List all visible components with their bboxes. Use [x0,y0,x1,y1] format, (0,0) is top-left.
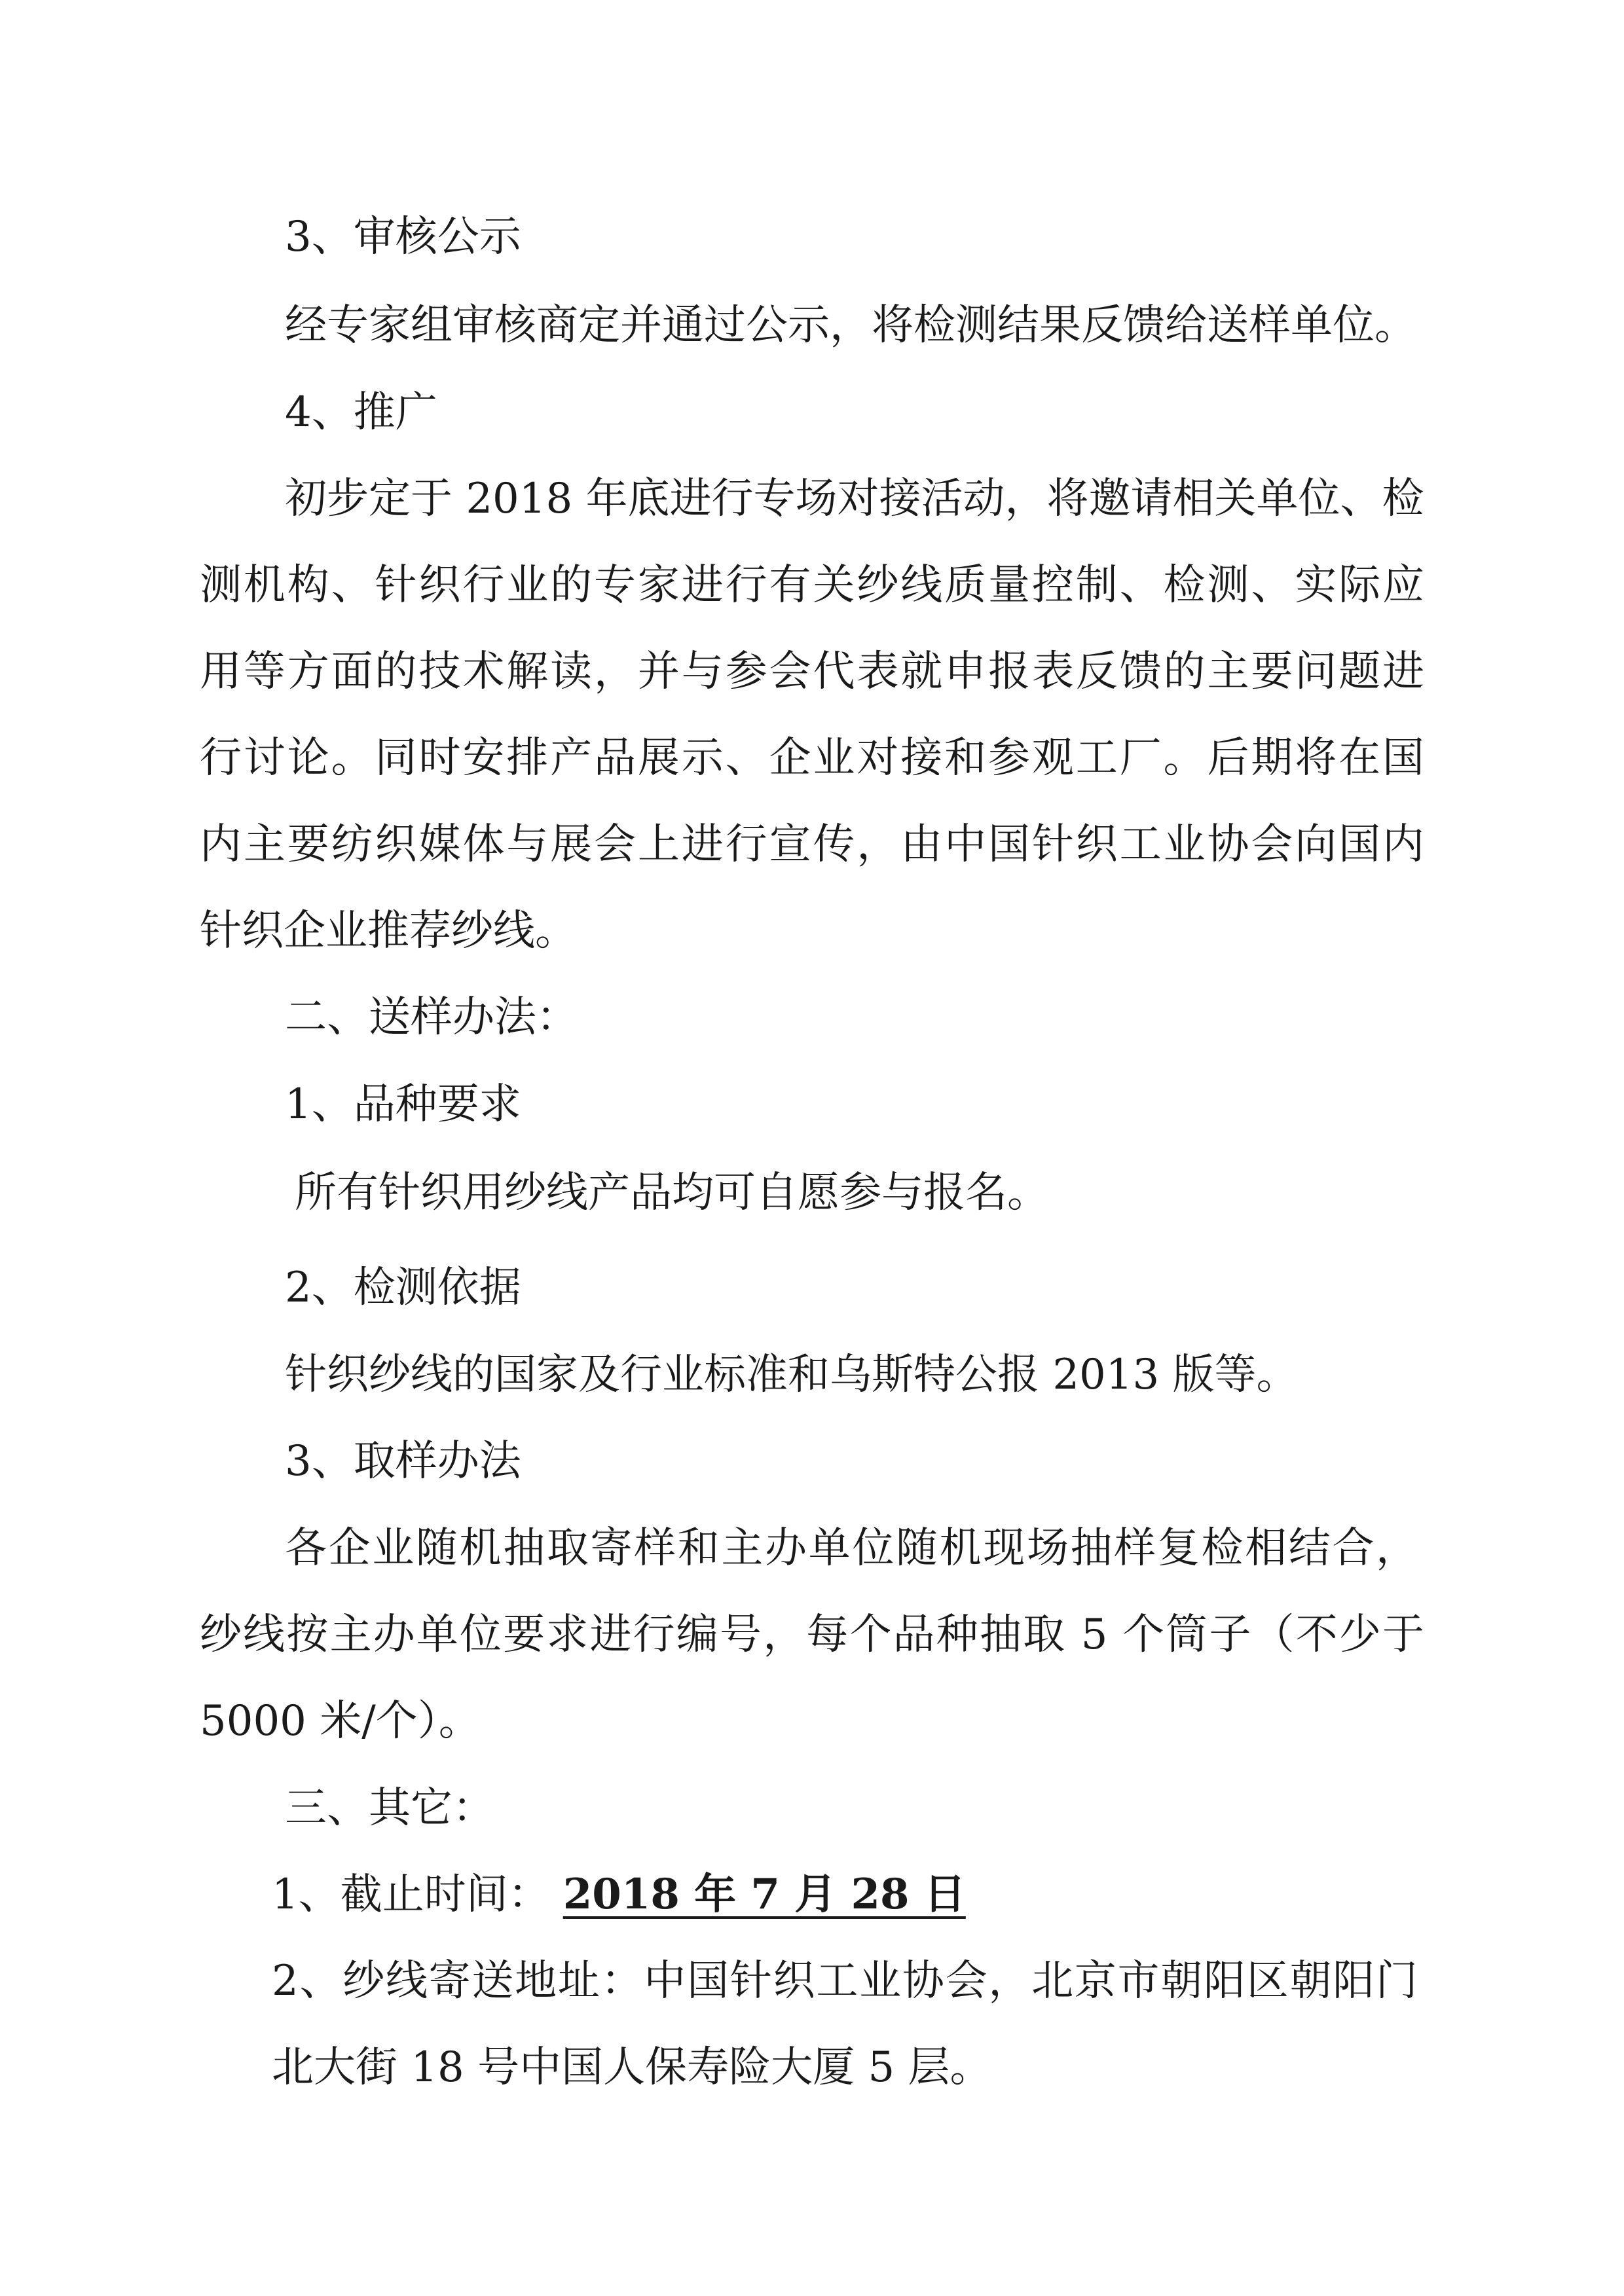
section-4-body-line-6: 针织企业推荐纱线。 [200,907,577,955]
part-2-item-1-body: 所有针织用纱线产品均可自愿参与报名。 [295,1169,1049,1217]
address-line-2: 北大街 18 号中国人保寿险大厦 5 层。 [272,2043,992,2092]
part-2-item-2-heading: 2、检测依据 [285,1264,521,1312]
deadline-value: 2018 年 7 月 28 日 [563,1870,966,1919]
deadline-label: 1、截止时间： [272,1870,550,1919]
section-4-heading: 4、推广 [285,388,437,437]
section-3-body: 经专家组审核商定并通过公示，将检测结果反馈给送样单位。 [285,301,1416,350]
part-2-item-3-body-line-1: 各企业随机抽取寄样和主办单位随机现场抽样复检相结合， [285,1524,1418,1573]
part-2-item-3-heading: 3、取样办法 [285,1437,521,1485]
part-2-item-3-body-line-2: 纱线按主办单位要求进行编号，每个品种抽取 5 个筒子（不少于 [200,1611,1424,1659]
part-2-heading: 二、送样办法： [285,993,578,1042]
address-line-1: 2、纱线寄送地址：中国针织工业协会，北京市朝阳区朝阳门 [272,1957,1418,2005]
section-4-body-line-3: 用等方面的技术解读，并与参会代表就申报表反馈的主要问题进 [200,647,1424,696]
part-2-item-2-body: 针织纱线的国家及行业标准和乌斯特公报 2013 版等。 [285,1351,1299,1399]
part-2-item-3-body-line-3: 5000 米/个）。 [200,1697,481,1745]
deadline-line [272,1870,966,1919]
part-3-heading: 三、其它： [285,1784,494,1832]
section-4-body-line-4: 行讨论。同时安排产品展示、企业对接和参观工厂。后期将在国 [200,734,1424,782]
section-4-body-line-1: 初步定于 2018 年底进行专场对接活动，将邀请相关单位、检 [285,475,1424,523]
part-2-item-1-heading: 1、品种要求 [285,1080,521,1129]
section-4-body-line-2: 测机构、针织行业的专家进行有关纱线质量控制、检测、实际应 [200,561,1424,610]
section-4-body-line-5: 内主要纺织媒体与展会上进行宣传，由中国针织工业协会向国内 [200,820,1424,869]
section-3-heading: 3、审核公示 [285,213,521,261]
